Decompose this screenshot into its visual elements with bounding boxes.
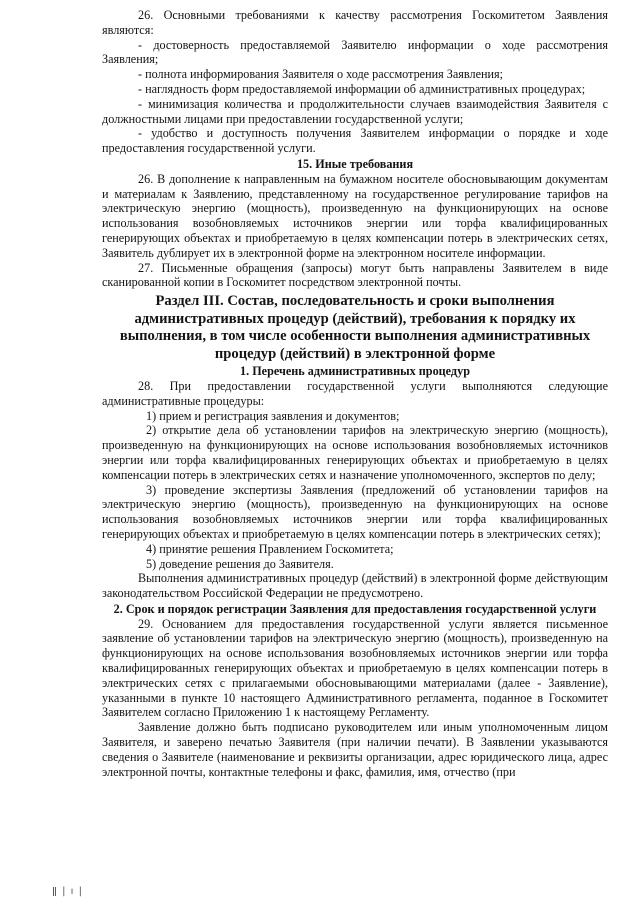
subsection-heading: 15. Иные требования (296, 156, 414, 171)
section-heading: Раздел III. Состав, последовательность и сроки выполнения административных процедур (действий), требования к порядку их выполнения, в том числе особенности выполнения административных процедур (действий) в электронной форме (119, 293, 591, 362)
paragraph: - удобство и доступность получения Заявителем информации о порядке и ходе предоставления государственной услуги. (102, 126, 608, 156)
paragraph: 3) проведение экспертизы Заявления (предложений об установлении тарифов на электрическую энергию (мощность), произведенную на функционирующих на основе использования возобновляемых источников энергии или торфа квалифицированных генерирующих объектах и приобретаемую в целях компенсации потерь в электрических сетях); (102, 482, 608, 541)
paragraph: - полнота информирования Заявителя о ходе рассмотрения Заявления; (138, 67, 504, 82)
paragraph: 29. Основанием для предоставления государственной услуги является письменное заявление об установлении тарифов на электрическую энергию (мощность), произведенную на функционирующих на основе использования возобновляемых источников энергии или торфа квалифицированных генерирующих объектах и приобретаемую в целях компенсации потерь в электрических сетях с прилагаемыми обосновывающими материалами (далее - Заявление), указанными в пункте 10 настоящего Административного регламента, поданное в Госкомитет Заявителем согласно Приложению 1 к настоящему Регламенту. (102, 616, 608, 720)
paragraph: 28. При предоставлении государственной услуги выполняются следующие административные процедуры: (102, 378, 608, 408)
paragraph: Заявление должно быть подписано руководителем или иным уполномоченным лицом Заявителя, и заверено печатью Заявителя (при наличии печати). В Заявлении указываются сведения о Заявителе (наименование и реквизиты организации, адрес юридического лица, адрес электронной почты, контактные телефоны и факс, фамилия, имя, отчество (при (102, 720, 608, 779)
paragraph: 26. Основными требованиями к качеству рассмотрения Госкомитетом Заявления являются: (102, 8, 608, 37)
subsection-heading: 1. Перечень административных процедур (240, 364, 470, 379)
paragraph: 4) принятие решения Правлением Госкомитета; (146, 541, 394, 556)
paragraph: 1) прием и регистрация заявления и документов; (146, 408, 400, 423)
paragraph: - минимизация количества и продолжительности случаев взаимодействия Заявителя с должностными лицами при предоставлении государственной услуги; (102, 96, 608, 126)
paragraph: - достоверность предоставляемой Заявителю информации о ходе рассмотрения Заявления; (102, 37, 608, 67)
document-body (102, 8, 608, 779)
paragraph: 27. Письменные обращения (запросы) могут быть направлены Заявителем в виде сканированной копии в Госкомитет посредством электронной почты. (102, 260, 608, 290)
subsection-heading: 2. Срок и порядок регистрации Заявления для предоставления государственной услуги (113, 601, 597, 616)
paragraph: 2) открытие дела об установлении тарифов на электрическую энергию (мощность), произведенную на функционирующих на основе использования возобновляемых источников энергии или торфа квалифицированных генерирующих объектах и приобретаемую в целях компенсации потерь в электрических сетях и назначение уполномоченного, экспертов по делу; (102, 423, 608, 482)
page-footer-marks: ǁ | ı | (52, 886, 83, 897)
paragraph: - наглядность форм предоставляемой информации об административных процедурах; (138, 81, 586, 96)
paragraph: 26. В дополнение к направленным на бумажном носителе обосновывающим документам и материалам к Заявлению, представленному на государственное регулирование тарифов на электрическую энергию (мощность), произведенную на функционирующих на основе использования возобновляемых источников энергии или торфа квалифицированных генерирующих объектах и приобретаемую в целях компенсации потерь в электрических сетях, Заявитель дублирует их в электронной форме на электронном носителе информации. (102, 171, 608, 260)
paragraph: 5) доведение решения до Заявителя. (146, 556, 334, 571)
paragraph: Выполнения административных процедур (действий) в электронной форме действующим законодательством Российской Федерации не предусмотрено. (102, 571, 608, 601)
